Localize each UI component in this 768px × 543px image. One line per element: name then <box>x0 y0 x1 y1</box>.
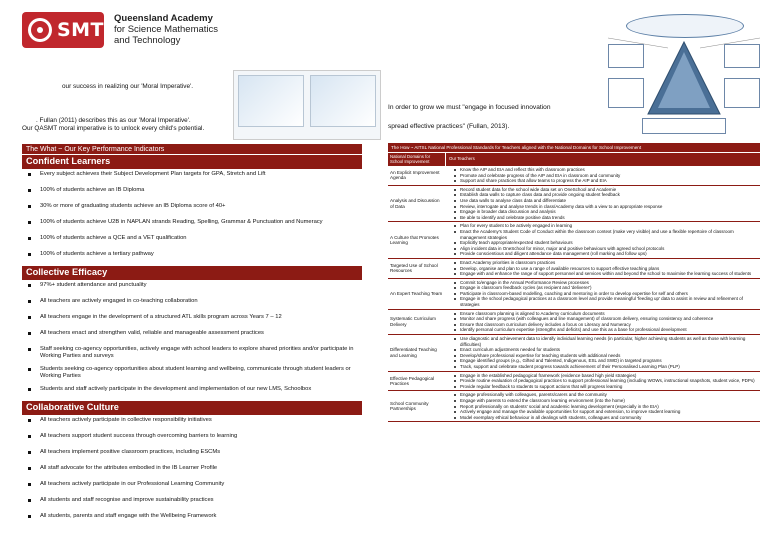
list-item: Explicitly teach appropriate/expected student behaviours <box>454 240 758 246</box>
list-item: Establish data walls to capture class data and provide ongoing student feedback <box>454 192 758 198</box>
organisation-name <box>114 13 218 46</box>
org-line-1: Queensland Academy <box>114 13 213 24</box>
logo-text: SMT <box>56 19 104 41</box>
list-item: 30% or more of graduating students achieve an IB Diploma score of 40+ <box>28 203 362 210</box>
list-item: Engage professionally with colleagues, parents/carers and the community <box>454 392 758 398</box>
org-line-2: for Science Mathematics <box>114 24 219 35</box>
confident-learners-list <box>22 169 362 265</box>
collaborative-culture-list <box>22 415 362 531</box>
table-row <box>388 310 760 335</box>
list-item: All teachers engage in the development of a structured ATL skills program across Years 7 – 12 <box>28 314 362 321</box>
table-row <box>388 372 760 392</box>
list-item: All teachers support student success through overcoming barriers to learning <box>28 433 362 440</box>
list-item: Model exemplary ethical behaviour in all dealings with students, colleagues and community <box>454 415 758 421</box>
domain-label: Differentiated Teaching and Learning <box>390 347 437 358</box>
list-item: 100% of students achieve a QCE and a VET qualification <box>28 235 362 242</box>
fullan-line-2: Our QASMT moral imperative is to unlock every child's potential. <box>22 125 205 132</box>
table-header <box>388 153 760 166</box>
list-item: Record student data for the school wide data set on OneSchool and Academie <box>454 187 758 193</box>
aitsl-table <box>388 143 760 422</box>
list-item: Identify personal curriculum expertise (strengths and deficits) and use this as a base for professional development <box>454 327 758 333</box>
table-row <box>388 259 760 279</box>
list-item: Enact the Academy's Student Code of Conduct within the classroom context (make very visible) and use a flexible repertoire of classroom management strategies <box>454 229 758 240</box>
list-item: All teachers actively participate in our Professional Learning Community <box>28 481 362 488</box>
table-row <box>388 222 760 259</box>
logo-emblem-icon <box>28 18 52 42</box>
list-item: Engage in classroom feedback cycles (as recipient and 'deliverer') <box>454 285 758 291</box>
kpi-panel <box>22 144 362 531</box>
list-item: Promote and celebrate progress of the AIP and EIA in classroom and community <box>454 173 758 179</box>
list-item: Use diagnostic and achievement data to identify individual learning needs (in particular, higher achieving students as well as those with learning difficulties) <box>454 336 758 347</box>
list-item: All teachers actively participate in collective responsibility initiatives <box>28 417 362 424</box>
domain-label: An Explicit Improvement Agenda <box>390 169 440 181</box>
list-item: 97%+ student attendance and punctuality <box>28 282 362 289</box>
teacher-actions-list <box>446 310 760 334</box>
diagram-box-2 <box>724 44 760 68</box>
domain-label: School Community Partnerships <box>390 400 429 412</box>
list-item: All teachers enact and strengthen valid, reliable and manageable assessment practices <box>28 330 362 337</box>
list-item: Commit to/engage in the Annual Performance Review processes <box>454 280 758 286</box>
list-item: All students, parents and staff engage with the Wellbeing Framework <box>28 513 362 520</box>
list-item: Enact curriculum adjustments needed for students <box>454 347 758 353</box>
improvement-diagram <box>608 8 760 138</box>
list-item: Provide conscientious and diligent attendance data management (roll marking and follow ups) <box>454 251 758 257</box>
list-item: 100% of students achieve a tertiary pathway <box>28 251 362 258</box>
list-item: Use data walls to analyse class data and differentiate <box>454 198 758 204</box>
list-item: Staff seeking co-agency opportunities, actively engage with school leaders to explore shared priorities and/or participate in Working Parties and surveys <box>28 346 362 360</box>
section-heading-collective-efficacy: Collective Efficacy <box>22 266 362 280</box>
domain-label: Effective Pedagogical Practices <box>390 375 435 386</box>
table-row <box>388 186 760 223</box>
list-item: Engage with and enhance the range of support personnel and services within and beyond the school to maximise the learning success of students <box>454 271 758 277</box>
list-item: Participate in classroom-based modelling, coaching and mentoring in order to develop expertise for self and others <box>454 291 758 297</box>
grow-quote: In order to grow we must "engage in focused innovation <box>388 104 551 111</box>
column-header-teachers: Our Teachers <box>449 156 475 161</box>
table-row <box>388 335 760 372</box>
list-item: Monitor and share progress (with colleagues and line management) of classroom delivery, ensuring consistency and coherence <box>454 316 758 322</box>
moral-imperative-text: our success in realizing our 'Moral Imperative'. <box>62 83 194 90</box>
org-line-3: and Technology <box>114 35 181 46</box>
list-item: Actively engage and manage the available opportunities for support and extension, to improve student learning <box>454 409 758 415</box>
table-row <box>388 166 760 186</box>
section-heading-confident-learners: Confident Learners <box>22 155 362 169</box>
teacher-actions-list <box>446 186 760 222</box>
domain-label: A Culture that Promotes Learning <box>390 234 439 246</box>
list-item: Engage in the school pedagogical practices at a classroom level and provide meaningful 'feeding up' data to assist in review and refinement of strategies <box>454 296 758 307</box>
list-item: Provide routine evaluation of pedagogical practices to support professional learning (including WOWs, instructional snapshots, student voice, PDPs) <box>454 378 758 384</box>
list-item: Develop, organise and plan to use a range of available resources to support effective teaching plans <box>454 266 758 272</box>
table-row <box>388 279 760 310</box>
list-item: 100% of students achieve an IB Diploma <box>28 187 362 194</box>
list-item: Enact Academy priorities in classroom practices <box>454 260 758 266</box>
diagram-box-4 <box>724 78 760 108</box>
domain-label: Analysis and Discussion of Data <box>390 198 440 209</box>
table-body <box>388 166 760 422</box>
table-row <box>388 391 760 422</box>
teacher-actions-list <box>446 391 760 421</box>
list-item: Engage in broader data discussion and analysis <box>454 209 758 215</box>
diagram-box-3 <box>608 78 644 108</box>
diagram-box-1 <box>608 44 644 68</box>
list-item: Develop/share professional expertise for teaching students with additional needs <box>454 353 758 359</box>
list-item: 100% of students achieve U2B in NAPLAN strands Reading, Spelling, Grammar & Punctuation and Numeracy <box>28 219 362 226</box>
list-item: Engage with parents to extend the classroom learning environment (into the home) <box>454 398 758 404</box>
list-item: Students seeking co-agency opportunities about student learning and wellbeing, communicate through student leaders or Working Parties <box>28 366 362 380</box>
framework-image <box>233 70 381 140</box>
list-item: Engage in the established pedagogical framework (evidence based high yield strategies) <box>454 373 758 379</box>
list-item: Every subject achieves their Subject Development Plan targets for GPA, Stretch and Lift <box>28 171 362 178</box>
teacher-actions-list <box>446 166 760 185</box>
list-item: Ensure that classroom curriculum delivery includes a focus on Literacy and Numeracy <box>454 322 758 328</box>
domain-label: Targeted Use of School Resources <box>390 262 438 274</box>
list-item: Review, interrogate and analyse trends in class/Academy data with a view to an appropriate response <box>454 204 758 210</box>
smt-logo <box>22 12 104 48</box>
framework-image-left <box>238 75 304 127</box>
fullan-quote <box>22 117 204 133</box>
teacher-actions-list <box>446 372 760 391</box>
list-item: Know the AIP and EIA and reflect this with classroom practices <box>454 167 758 173</box>
list-item: All staff advocate for the attributes embodied in the IB Learner Profile <box>28 465 362 472</box>
column-header-domains: National Domains for School Improvement <box>388 153 446 166</box>
list-item: Ensure classroom planning is aligned to Academy curriculum documents <box>454 311 758 317</box>
diagram-box-5 <box>642 118 726 134</box>
collective-efficacy-list <box>22 280 362 400</box>
kpi-title: The What ~ Our Key Performance Indicators <box>22 144 362 154</box>
list-item: Align incident data in OneSchool for minor, major and positive behaviours with agreed school protocols <box>454 246 758 252</box>
teacher-actions-list <box>446 259 760 278</box>
list-item: Students and staff actively participate in the development and implementation of our new LMS, Schoolbox <box>28 386 362 393</box>
list-item: Plan for every student to be actively engaged in learning <box>454 223 758 229</box>
list-item: Engage identified groups (e.g., Gifted and Talented, Indigenous, ESL and SWD) in targeted programs <box>454 358 758 364</box>
aitsl-title: The How ~ AITSL National Professional Standards for Teachers aligned with the National Domains for School Improvement <box>388 143 760 152</box>
list-item: All students and staff recognise and improve sustainability practices <box>28 497 362 504</box>
domain-label: Systematic Curriculum Delivery <box>390 316 436 327</box>
list-item: Report professionally on students' social and academic learning development (especially in the EIA) <box>454 404 758 410</box>
spread-quote: spread effective practices" (Fullan, 2013). <box>388 123 510 130</box>
framework-image-right <box>310 75 376 127</box>
teacher-actions-list <box>446 222 760 258</box>
list-item: Provide regular feedback to students to support actions that will progress learning <box>454 384 758 390</box>
list-item: Track, support and celebrate student progress towards achievement of their Personalised Learning Plan (PLP) <box>454 364 758 370</box>
list-item: All teachers are actively engaged in co-teaching collaboration <box>28 298 362 305</box>
teacher-actions-list <box>446 335 760 371</box>
list-item: Support and share practices that allow teams to progress the AIP and EIA <box>454 178 758 184</box>
section-heading-collaborative-culture: Collaborative Culture <box>22 401 362 415</box>
list-item: All teachers implement positive classroom practices, including ESCMs <box>28 449 362 456</box>
teacher-actions-list <box>446 279 760 309</box>
list-item: Be able to identify and celebrate positive data trends <box>454 215 758 221</box>
fullan-line-1: . Fullan (2011) describes this as our 'Moral Imperative'. <box>36 117 191 124</box>
domain-label: An Expert Teaching Team <box>390 290 443 296</box>
